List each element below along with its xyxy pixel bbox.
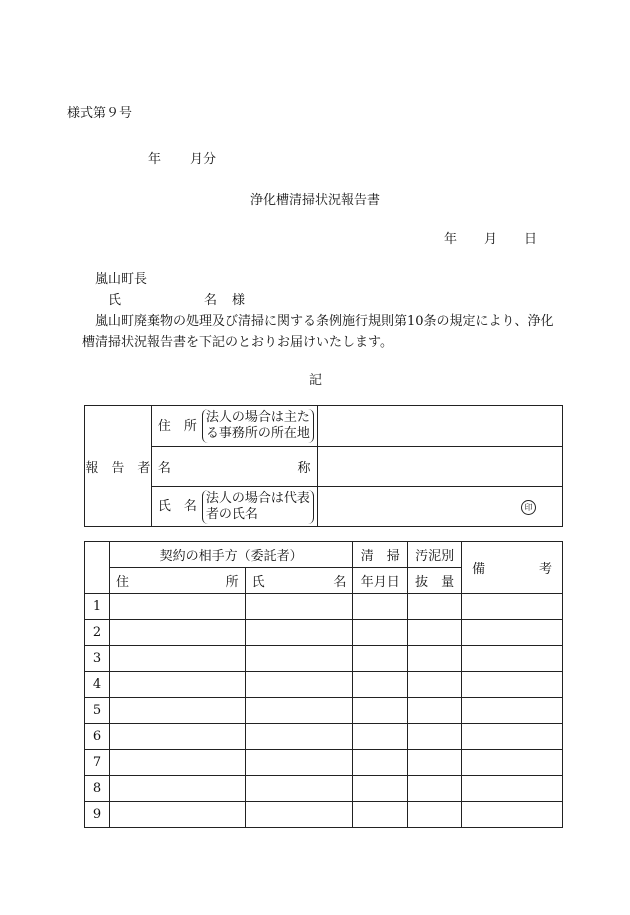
person-label-cell	[151, 487, 317, 527]
table-row	[85, 594, 563, 620]
row-remarks-cell[interactable]	[462, 698, 563, 724]
person-input[interactable]	[317, 487, 562, 527]
row-remarks-cell[interactable]	[462, 776, 563, 802]
date-day: 日	[524, 232, 538, 247]
row-name-cell[interactable]	[245, 802, 353, 828]
row-address-cell[interactable]	[109, 620, 245, 646]
period-month-label: 月分	[190, 152, 217, 167]
row-cleaning-date-cell[interactable]	[353, 594, 408, 620]
row-name-cell[interactable]	[245, 750, 353, 776]
row-remarks-cell[interactable]	[462, 724, 563, 750]
row-number: 8	[85, 776, 110, 802]
table-row	[85, 646, 563, 672]
reporter-group-label: 報 告 者	[85, 406, 152, 527]
header-name	[245, 568, 353, 594]
row-sludge-amount-cell[interactable]	[408, 776, 462, 802]
name-right: 名	[333, 575, 347, 590]
person-note-line2: 者の氏名	[205, 506, 258, 522]
address-left: 住	[115, 575, 129, 590]
row-cleaning-date-cell[interactable]	[353, 724, 408, 750]
row-number: 3	[85, 646, 110, 672]
name-left: 氏	[251, 575, 265, 590]
person-note	[202, 490, 314, 524]
row-name-cell[interactable]	[245, 776, 353, 802]
row-address-cell[interactable]	[109, 776, 245, 802]
address-label: 住 所	[157, 418, 197, 434]
row-number: 4	[85, 672, 110, 698]
header-number-cell	[85, 542, 110, 594]
row-number: 5	[85, 698, 110, 724]
row-sludge-amount-cell[interactable]	[408, 750, 462, 776]
row-remarks-cell[interactable]	[462, 620, 563, 646]
row-name-cell[interactable]	[245, 698, 353, 724]
header-sludge-bottom: 抜 量	[408, 568, 462, 594]
remarks-left: 備	[472, 562, 486, 577]
header-remarks	[462, 542, 563, 594]
person-label: 氏 名	[157, 499, 197, 514]
table-row	[85, 750, 563, 776]
header-contract-party: 契約の相手方（委託者）	[109, 542, 352, 568]
row-address-cell[interactable]	[109, 698, 245, 724]
row-number: 6	[85, 724, 110, 750]
row-sludge-amount-cell[interactable]	[408, 672, 462, 698]
row-address-cell[interactable]	[109, 724, 245, 750]
row-remarks-cell[interactable]	[462, 802, 563, 828]
table-row	[85, 724, 563, 750]
header-cleaning-bottom: 年月日	[353, 568, 408, 594]
header-cleaning-top: 清 掃	[353, 542, 408, 568]
submitter-family: 氏	[108, 293, 122, 308]
row-sludge-amount-cell[interactable]	[408, 620, 462, 646]
row-address-cell[interactable]	[109, 672, 245, 698]
row-name-cell[interactable]	[245, 594, 353, 620]
row-remarks-cell[interactable]	[462, 750, 563, 776]
period-year-label: 年	[148, 152, 162, 167]
contract-table	[84, 541, 563, 828]
table-row	[85, 776, 563, 802]
remarks-right: 考	[538, 562, 552, 577]
row-number: 9	[85, 802, 110, 828]
table-row	[85, 620, 563, 646]
row-remarks-cell[interactable]	[462, 672, 563, 698]
address-right: 所	[225, 575, 239, 590]
name-label-right: 称	[297, 461, 311, 476]
ki-label: 記	[309, 373, 323, 388]
row-name-cell[interactable]	[245, 724, 353, 750]
row-address-cell[interactable]	[109, 802, 245, 828]
row-name-cell[interactable]	[245, 620, 353, 646]
row-remarks-cell[interactable]	[462, 594, 563, 620]
row-name-cell[interactable]	[245, 672, 353, 698]
row-sludge-amount-cell[interactable]	[408, 802, 462, 828]
address-note-line1: 法人の場合は主た	[205, 410, 310, 425]
name-label-left: 名	[157, 461, 171, 476]
form-number: 様式第９号	[67, 106, 133, 121]
address-note	[202, 409, 314, 443]
header-sludge-top: 汚泥別	[408, 542, 462, 568]
document-title: 浄化槽清掃状況報告書	[250, 193, 381, 208]
row-name-cell[interactable]	[245, 646, 353, 672]
row-cleaning-date-cell[interactable]	[353, 698, 408, 724]
row-remarks-cell[interactable]	[462, 646, 563, 672]
row-cleaning-date-cell[interactable]	[353, 672, 408, 698]
addressee: 嵐山町長	[95, 272, 148, 287]
header-address	[109, 568, 245, 594]
row-sludge-amount-cell[interactable]	[408, 646, 462, 672]
table-row	[85, 672, 563, 698]
address-label-cell	[151, 406, 317, 447]
body-text-line2: 槽清掃状況報告書を下記のとおりお届けいたします。	[82, 335, 393, 350]
row-cleaning-date-cell[interactable]	[353, 750, 408, 776]
address-note-line2: る事務所の所在地	[205, 426, 310, 441]
body-text-line1: 嵐山町廃棄物の処理及び清掃に関する条例施行規則第10条の規定により、浄化	[95, 314, 554, 329]
row-cleaning-date-cell[interactable]	[353, 802, 408, 828]
row-number: 1	[85, 594, 110, 620]
row-cleaning-date-cell[interactable]	[353, 776, 408, 802]
submitter-honorific: 様	[232, 293, 246, 308]
row-sludge-amount-cell[interactable]	[408, 594, 462, 620]
row-number: 2	[85, 620, 110, 646]
table-row	[85, 802, 563, 828]
seal-icon: 印	[521, 500, 536, 515]
address-input[interactable]	[317, 406, 562, 447]
row-sludge-amount-cell[interactable]	[408, 724, 462, 750]
row-number: 7	[85, 750, 110, 776]
person-note-line1: 法人の場合は代表	[205, 490, 310, 506]
row-sludge-amount-cell[interactable]	[408, 698, 462, 724]
date-year: 年	[444, 232, 458, 247]
row-address-cell[interactable]	[109, 594, 245, 620]
row-cleaning-date-cell[interactable]	[353, 646, 408, 672]
date-month: 月	[484, 232, 498, 247]
row-cleaning-date-cell[interactable]	[353, 620, 408, 646]
row-address-cell[interactable]	[109, 750, 245, 776]
row-address-cell[interactable]	[109, 646, 245, 672]
name-input[interactable]	[317, 447, 562, 487]
submitter-given: 名	[204, 293, 218, 308]
name-label-cell	[151, 447, 317, 487]
reporter-table	[84, 405, 563, 527]
table-row	[85, 698, 563, 724]
